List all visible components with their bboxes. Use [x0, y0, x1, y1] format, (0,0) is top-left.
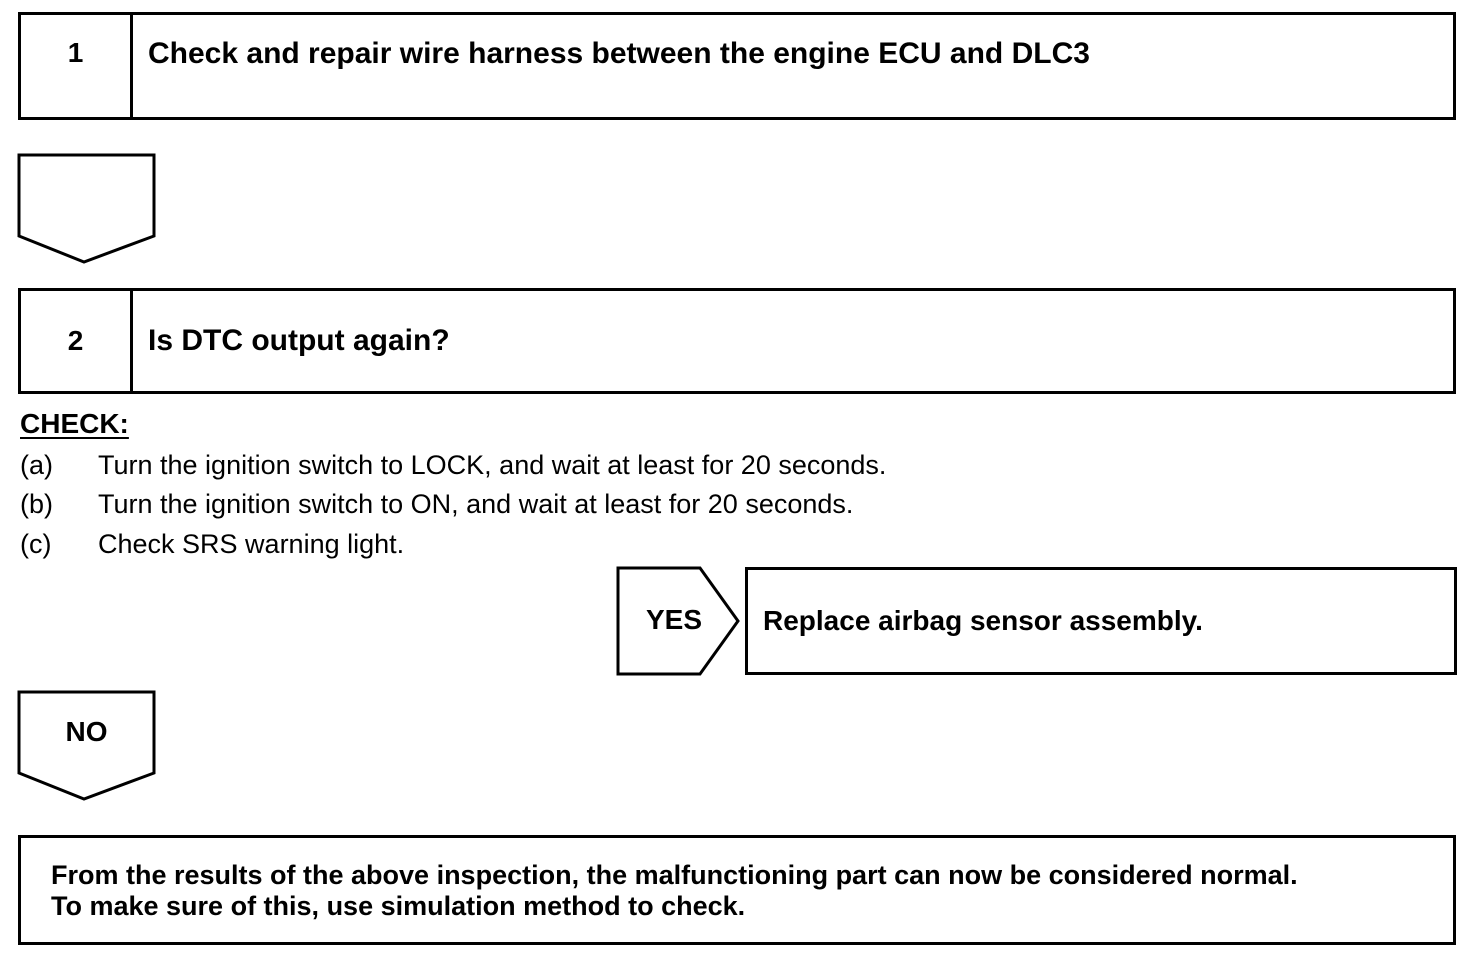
check-item-letter: (b)	[20, 489, 53, 519]
yes-result-text: Replace airbag sensor assembly.	[763, 605, 1203, 636]
check-item-letter: (a)	[20, 450, 53, 480]
step-2-number: 2	[21, 291, 133, 391]
step-2-title: Is DTC output again?	[148, 324, 450, 357]
conclusion-line-1: From the results of the above inspection, the malfunctioning part can now be considered normal.	[51, 860, 1298, 890]
check-item-text: Turn the ignition switch to LOCK, and wait at least for 20 seconds.	[98, 450, 887, 480]
conclusion-box	[18, 835, 1456, 945]
check-item-text: Check SRS warning light.	[98, 529, 405, 559]
step-1-title: Check and repair wire harness between the engine ECU and DLC3	[148, 37, 1090, 70]
check-item-text: Turn the ignition switch to ON, and wait at least for 20 seconds.	[98, 489, 854, 519]
no-label: NO	[65, 716, 108, 747]
check-heading: CHECK:	[20, 408, 129, 439]
conclusion-line-2: To make sure of this, use simulation method to check.	[51, 891, 746, 921]
step-1-number: 1	[21, 15, 133, 117]
check-item-letter: (c)	[20, 529, 52, 559]
yes-label: YES	[645, 604, 703, 635]
conclusion-text	[51, 860, 1298, 922]
